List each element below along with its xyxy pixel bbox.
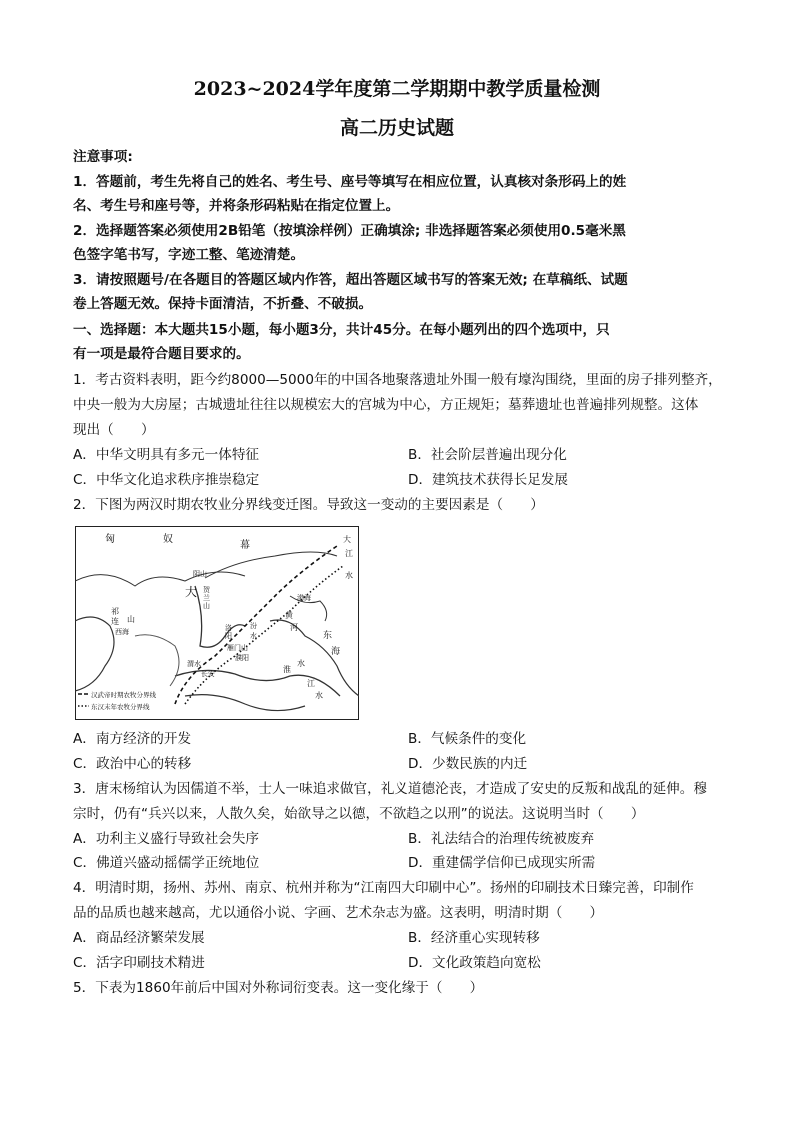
map-label: 阴山 bbox=[193, 570, 207, 578]
notice-line: 卷上答题无效。保持卡面清洁，不折叠、不破损。 bbox=[73, 296, 373, 312]
map-label: 淮 bbox=[283, 665, 291, 674]
option-c: C．活字印刷技术精进 bbox=[73, 955, 205, 971]
exam-title: 2023~2024学年度第二学期期中教学质量检测 bbox=[193, 78, 601, 100]
map-label: 黄 bbox=[285, 611, 293, 620]
option-a: A．南方经济的开发 bbox=[73, 731, 192, 747]
map-label: 祁 bbox=[111, 607, 119, 616]
map-label: 连 bbox=[111, 617, 119, 626]
question-text: 品的品质也越来越高，尤以通俗小说、字画、艺术杂志为盛。这表明，明清时期（ ） bbox=[73, 905, 604, 921]
map-label: 江 bbox=[345, 549, 353, 558]
question-text: 4．明清时期，扬州、苏州、南京、杭州并称为“江南四大印刷中心”。扬州的印刷技术日臻完善，印制作 bbox=[73, 880, 694, 896]
option-c: C．中华文化追求秩序推崇稳定 bbox=[73, 472, 260, 488]
question-text: 5．下表为1860年前后中国对外称词衍变表。这一变化缘于（ ） bbox=[73, 980, 484, 996]
option-a: A．商品经济繁荣发展 bbox=[73, 930, 205, 946]
option-d: D．建筑技术获得长足发展 bbox=[408, 472, 568, 488]
notice-line: 名、考生号和座号等，并将条形码粘贴在指定位置上。 bbox=[73, 198, 400, 214]
map-label: 兰 bbox=[203, 594, 210, 602]
question-text: 3．唐末杨绾认为因儒道不举，士人一味追求做官，礼义道德沦丧，才造成了安史的反叛和战乱的延伸。穆 bbox=[73, 781, 707, 797]
han-dynasty-boundary-map bbox=[75, 526, 359, 720]
option-d: D．文化政策趋向宽松 bbox=[408, 955, 541, 971]
section-heading: 有一项是最符合题目要求的。 bbox=[73, 346, 250, 362]
map-label: 海 bbox=[331, 647, 341, 657]
map-label: 长安 bbox=[201, 670, 215, 678]
map-label: 渤海 bbox=[297, 594, 311, 602]
legend-label: 东汉末年农牧分界线 bbox=[91, 703, 150, 711]
notice-heading: 注意事项: bbox=[73, 149, 133, 165]
question-text: 1．考古资料表明，距今约8000—5000年的中国各地聚落遗址外围一般有壕沟围绕，里面的房子排列整齐， bbox=[73, 372, 722, 388]
option-a: A．功利主义盛行导致社会失序 bbox=[73, 831, 260, 847]
option-b: B．社会阶层普遍出现分化 bbox=[408, 447, 567, 463]
map-label: 水 bbox=[297, 659, 305, 668]
map-label: 江 bbox=[307, 679, 315, 688]
map-label: 洛 bbox=[225, 624, 232, 632]
map-label: 山 bbox=[127, 615, 135, 624]
map-label: 水 bbox=[250, 632, 257, 640]
option-c: C．政治中心的转移 bbox=[73, 756, 192, 772]
map-label: 西海 bbox=[115, 628, 129, 636]
option-c: C．佛道兴盛动摇儒学正统地位 bbox=[73, 855, 260, 871]
map-label: 东 bbox=[323, 631, 333, 641]
notice-line: 2．选择题答案必须使用2B铅笔（按填涂样例）正确填涂; 非选择题答案必须使用0.5毫米黑 bbox=[73, 223, 626, 239]
option-b: B．礼法结合的治理传统被废弃 bbox=[408, 831, 595, 847]
map-label: 贺 bbox=[203, 586, 210, 594]
map-label: 水 bbox=[345, 571, 353, 580]
question-text: 宗时，仍有“兵兴以来，人散久矣，始欲导之以德，不欲趋之以刑”的说法。这说明当时（ ） bbox=[73, 806, 645, 822]
question-text: 现出（ ） bbox=[73, 422, 155, 438]
map-label: 大 bbox=[185, 585, 198, 599]
map-label: 匈 bbox=[105, 534, 115, 545]
map-label: 幕 bbox=[240, 540, 250, 551]
option-b: B．气候条件的变化 bbox=[408, 731, 527, 747]
map-label: 汾 bbox=[250, 622, 257, 630]
question-text: 2．下图为两汉时期农牧业分界线变迁图。导致这一变动的主要因素是（ ） bbox=[73, 497, 544, 513]
legend-label: 汉武帝时期农牧分界线 bbox=[91, 691, 156, 699]
option-d: D．少数民族的内迁 bbox=[408, 756, 528, 772]
map-label: 雁门山 bbox=[227, 644, 248, 652]
map-label: 濮阳 bbox=[235, 654, 249, 662]
question-text: 中央一般为大房屋；古城遗址往往以规模宏大的宫城为中心，方正规矩；墓葬遗址也普遍排列规整。这体 bbox=[73, 397, 699, 413]
map-label: 阳 bbox=[225, 632, 232, 640]
option-b: B．经济重心实现转移 bbox=[408, 930, 540, 946]
map-label: 奴 bbox=[163, 534, 173, 545]
map-label: 渭水 bbox=[187, 660, 201, 668]
map-label: 大 bbox=[343, 535, 351, 544]
map-label: 河 bbox=[290, 623, 298, 632]
notice-line: 色签字笔书写，字迹工整、笔迹清楚。 bbox=[73, 247, 305, 263]
option-a: A．中华文明具有多元一体特征 bbox=[73, 447, 260, 463]
notice-line: 3．请按照题号/在各题目的答题区域内作答，超出答题区域书写的答案无效; 在草稿纸、试题 bbox=[73, 272, 628, 288]
exam-subtitle: 高二历史试题 bbox=[339, 117, 454, 139]
notice-line: 1．答题前，考生先将自己的姓名、考生号、座号等填写在相应位置，认真核对条形码上的姓 bbox=[73, 174, 627, 190]
map-label: 水 bbox=[315, 691, 323, 700]
option-d: D．重建儒学信仰已成现实所需 bbox=[408, 855, 596, 871]
section-heading: 一、选择题：本大题共15小题，每小题3分，共计45分。在每小题列出的四个选项中，只 bbox=[73, 322, 610, 338]
map-label: 山 bbox=[203, 602, 210, 610]
